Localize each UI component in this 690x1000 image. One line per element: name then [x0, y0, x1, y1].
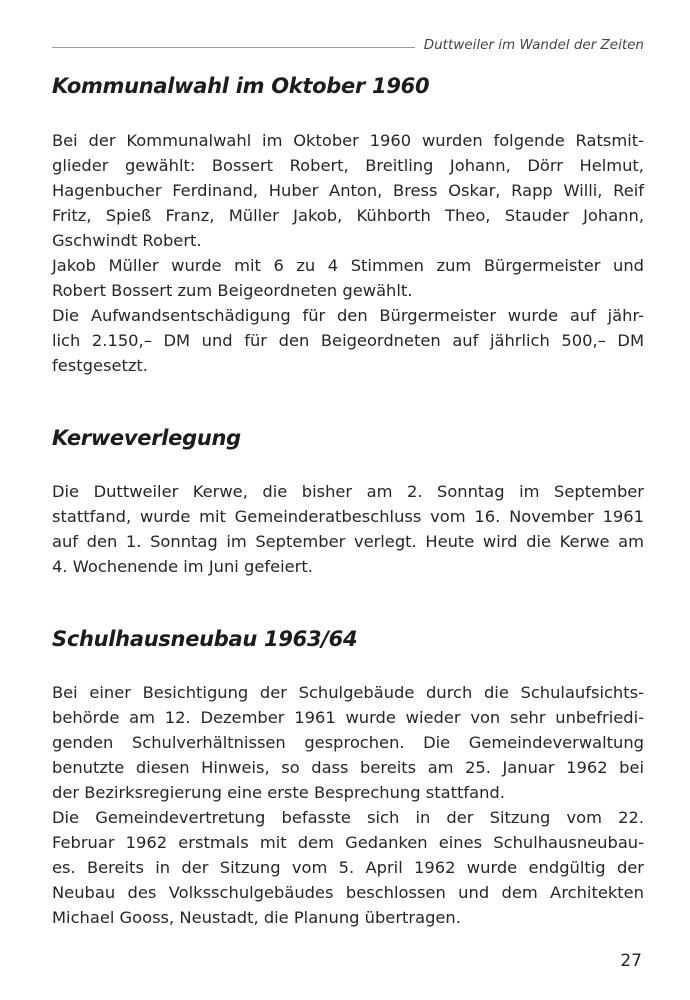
- section-body-kommunalwahl: [52, 128, 644, 378]
- text-line: genden Schulverhältnissen gesprochen. Die Gemeindeverwaltung: [52, 733, 644, 752]
- text-line: Februar 1962 erstmals mit dem Gedanken eines Schulhausneubau-: [52, 833, 644, 852]
- section-heading-kommunalwahl: Kommunalwahl im Oktober 1960: [52, 74, 430, 98]
- text-line: Die Aufwandsentschädigung für den Bürgermeister wurde auf jähr-: [52, 306, 644, 325]
- text-line: Michael Gooss, Neustadt, die Planung übertragen.: [52, 908, 461, 927]
- section-body-schulhausneubau: [52, 680, 644, 930]
- header-rule: [52, 47, 415, 48]
- section-heading-schulhausneubau: Schulhausneubau 1963/64: [52, 627, 358, 651]
- text-line: Bei einer Besichtigung der Schulgebäude durch die Schulaufsichts-: [52, 683, 644, 702]
- text-line: der Bezirksregierung eine erste Besprechung stattfand.: [52, 783, 505, 802]
- section-body-kerweverlegung: [52, 479, 644, 579]
- text-line: behörde am 12. Dezember 1961 wurde wieder von sehr unbefriedi-: [52, 708, 644, 727]
- text-line: 4. Wochenende im Juni gefeiert.: [52, 557, 313, 576]
- text-line: Fritz, Spieß Franz, Müller Jakob, Kühborth Theo, Stauder Johann,: [52, 206, 644, 225]
- text-line: Neubau des Volksschulgebäudes beschlossen und dem Architekten: [52, 883, 644, 902]
- text-line: stattfand, wurde mit Gemeinderatbeschluss vom 16. November 1961: [52, 507, 644, 526]
- text-line: auf den 1. Sonntag im September verlegt. Heute wird die Kerwe am: [52, 532, 644, 551]
- section-heading-kerweverlegung: Kerweverlegung: [52, 426, 241, 450]
- text-line: es. Bereits in der Sitzung vom 5. April 1962 wurde endgültig der: [52, 858, 644, 877]
- text-line: Die Gemeindevertretung befasste sich in der Sitzung vom 22.: [52, 808, 644, 827]
- text-line: benutzte diesen Hinweis, so dass bereits am 25. Januar 1962 bei: [52, 758, 644, 777]
- text-line: Jakob Müller wurde mit 6 zu 4 Stimmen zum Bürgermeister und: [52, 256, 644, 275]
- text-line: Robert Bossert zum Beigeordneten gewählt.: [52, 281, 413, 300]
- text-line: Bei der Kommunalwahl im Oktober 1960 wurden folgende Ratsmit-: [52, 131, 644, 150]
- running-head: Duttweiler im Wandel der Zeiten: [423, 37, 644, 53]
- page-number: 27: [620, 951, 642, 971]
- text-line: festgesetzt.: [52, 356, 148, 375]
- text-line: Die Duttweiler Kerwe, die bisher am 2. Sonntag im September: [52, 482, 644, 501]
- text-line: Hagenbucher Ferdinand, Huber Anton, Bress Oskar, Rapp Willi, Reif: [52, 181, 644, 200]
- text-line: glieder gewählt: Bossert Robert, Breitling Johann, Dörr Helmut,: [52, 156, 644, 175]
- text-line: lich 2.150,– DM und für den Beigeordneten auf jährlich 500,– DM: [52, 331, 644, 350]
- text-line: Gschwindt Robert.: [52, 231, 202, 250]
